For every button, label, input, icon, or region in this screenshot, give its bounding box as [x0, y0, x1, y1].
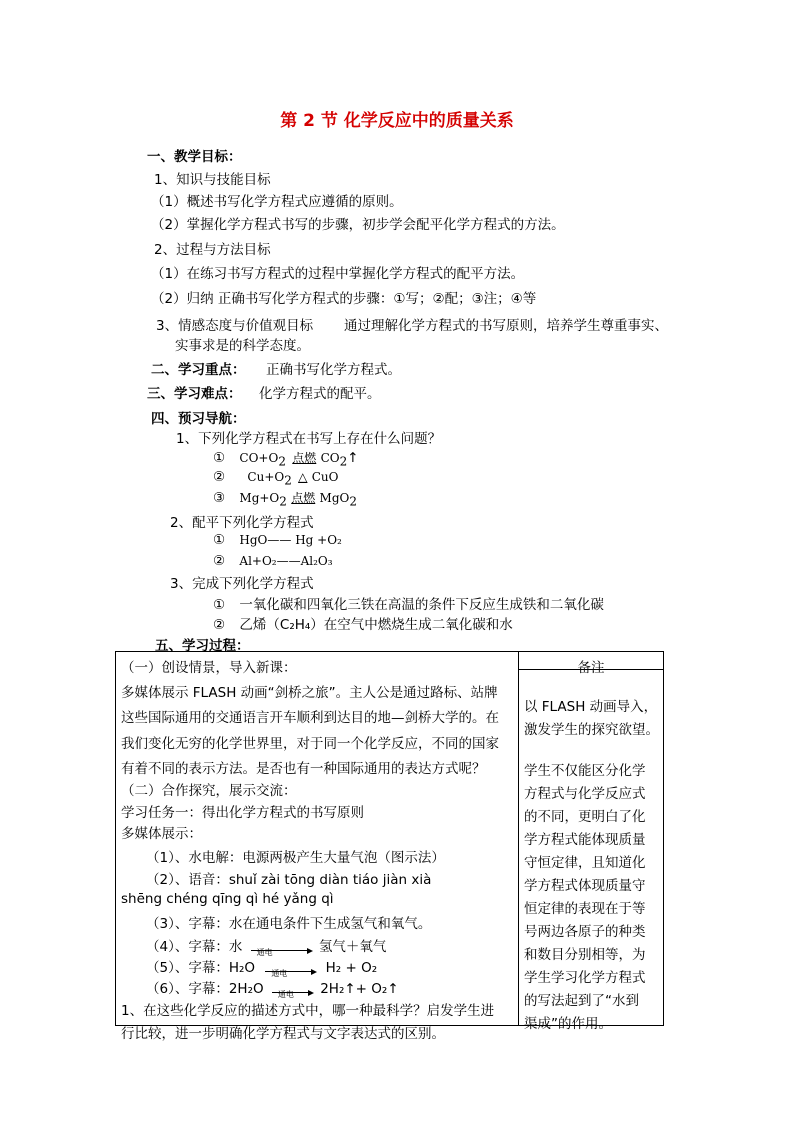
table-line: （一）创设情景，导入新课：	[121, 660, 297, 676]
goal-3: 3、情感态度与价值观目标	[156, 318, 314, 334]
table-line: 多媒体展示 FLASH 动画“剑桥之旅”。主人公是通过路标、站牌	[121, 685, 498, 701]
q3-item-2: ② 乙烯（C₂H₄）在空气中燃烧生成二氧化碳和水	[213, 617, 513, 633]
section-5-heading: 五、学习过程：	[155, 638, 250, 654]
table-line-eq-6: （6）、字幕：2H₂O 通电 2H₂↑+ O₂↑	[146, 981, 399, 999]
learning-process-table	[115, 651, 664, 1042]
goal-2b: （2）归纳 正确书写化学方程式的步骤：①写；②配；③注；④等	[151, 291, 537, 307]
table-line: 学习任务一：得出化学方程式的书写原则	[121, 805, 364, 821]
goal-1b: （2）掌握化学方程式书写的步骤，初步学会配平化学方程式的方法。	[151, 217, 565, 233]
section-3-heading: 三、学习难点：	[147, 386, 242, 402]
table-line: 我们变化无穷的化学世界里，对于同一个化学反应，不同的国家	[121, 736, 499, 752]
arrow-icon: 通电	[251, 950, 311, 951]
goal-3-text-2: 实事求是的科学态度。	[175, 338, 310, 354]
section-1-heading: 一、教学目标：	[147, 149, 242, 165]
table-line: 行比较，进一步明确化学方程式与文字表达式的区别。	[121, 1026, 445, 1042]
table-line: 这些国际通用的交通语言开车顺利到达目的地—剑桥大学的。在	[121, 710, 499, 726]
goal-3-text-1: 通过理解化学方程式的书写原则，培养学生尊重事实、	[344, 318, 668, 334]
table-line-eq-5: （5）、字幕：H₂O 通电 H₂ + O₂	[146, 960, 378, 978]
q1-item-3: ③ $Mg+O_2$ 点燃 MgO$_2$	[213, 490, 357, 509]
section-4-heading: 四、预习导航：	[151, 411, 246, 427]
q2-item-2: ② Al+O₂——Al₂O₃	[213, 553, 333, 569]
notes-cell	[519, 652, 664, 1032]
table-line: 多媒体展示：	[121, 826, 202, 842]
section-2-text: 正确书写化学方程式。	[266, 362, 401, 378]
section-2-heading: 二、学习重点：	[151, 362, 246, 378]
table-line: shēng chéng qīng qì hé yǎng qì	[121, 891, 334, 907]
process-cell	[116, 652, 519, 1042]
q1-item-2: ② $Cu+O_2$ △ CuO	[213, 469, 339, 488]
arrow-icon: 通电	[272, 992, 312, 993]
table-line-eq-4: （4）、字幕：水 通电 氢气＋氧气	[146, 939, 387, 957]
table-line: （二）合作探究，展示交流：	[121, 783, 297, 799]
page-title: 第 2 节 化学反应中的质量关系	[280, 111, 514, 131]
goal-1a: （1）概述书写化学方程式应遵循的原则。	[151, 194, 403, 210]
table-line: （1）、水电解：电源两极产生大量气泡（图示法）	[146, 850, 445, 866]
goal-2: 2、过程与方法目标	[154, 242, 271, 258]
goal-2a: （1）在练习书写方程式的过程中掌握化学方程式的配平方法。	[151, 266, 525, 282]
section-3-text: 化学方程式的配平。	[259, 386, 381, 402]
notes-heading: 备注	[577, 660, 605, 676]
question-3: 3、完成下列化学方程式	[170, 576, 314, 592]
goal-1: 1、知识与技能目标	[154, 172, 271, 188]
table-line: （3）、字幕：水在通电条件下生成氢气和氧气。	[146, 916, 432, 932]
note-2: 学生不仅能区分化学 方程式与化学反应式 的不同，更明白了化 学方程式能体现质量 守恒定律，且知道化 学方程式体现质量守 恒定律的表现在于等 号两边各原子的种类 和数目分别相等，为 学生学习化学方程式 的写法起到了“水到 渠成”的作用。	[524, 763, 646, 1032]
table-line: （2）、语音：shuǐ zài tōng diàn tiáo jiàn xià	[146, 872, 432, 888]
question-2: 2、配平下列化学方程式	[170, 515, 314, 531]
q2-item-1: ① HgO—— Hg +O₂	[213, 532, 342, 548]
q1-item-1: ① $CO+O_2$ 点燃 $CO_2↑$	[213, 450, 359, 469]
q3-item-1: ① 一氧化碳和四氧化三铁在高温的条件下反应生成铁和二氧化碳	[213, 597, 604, 613]
table-line: 1、在这些化学反应的描述方式中，哪一种最科学？启发学生进	[121, 1003, 495, 1019]
arrow-icon: 通电	[265, 971, 315, 972]
question-1: 1、下列化学方程式在书写上存在什么问题？	[176, 431, 442, 447]
table-line: 有着不同的表示方法。是否也有一种国际通用的表达方式呢？	[121, 761, 486, 777]
note-1: 以 FLASH 动画导入， 激发学生的探究欲望。	[524, 699, 659, 738]
